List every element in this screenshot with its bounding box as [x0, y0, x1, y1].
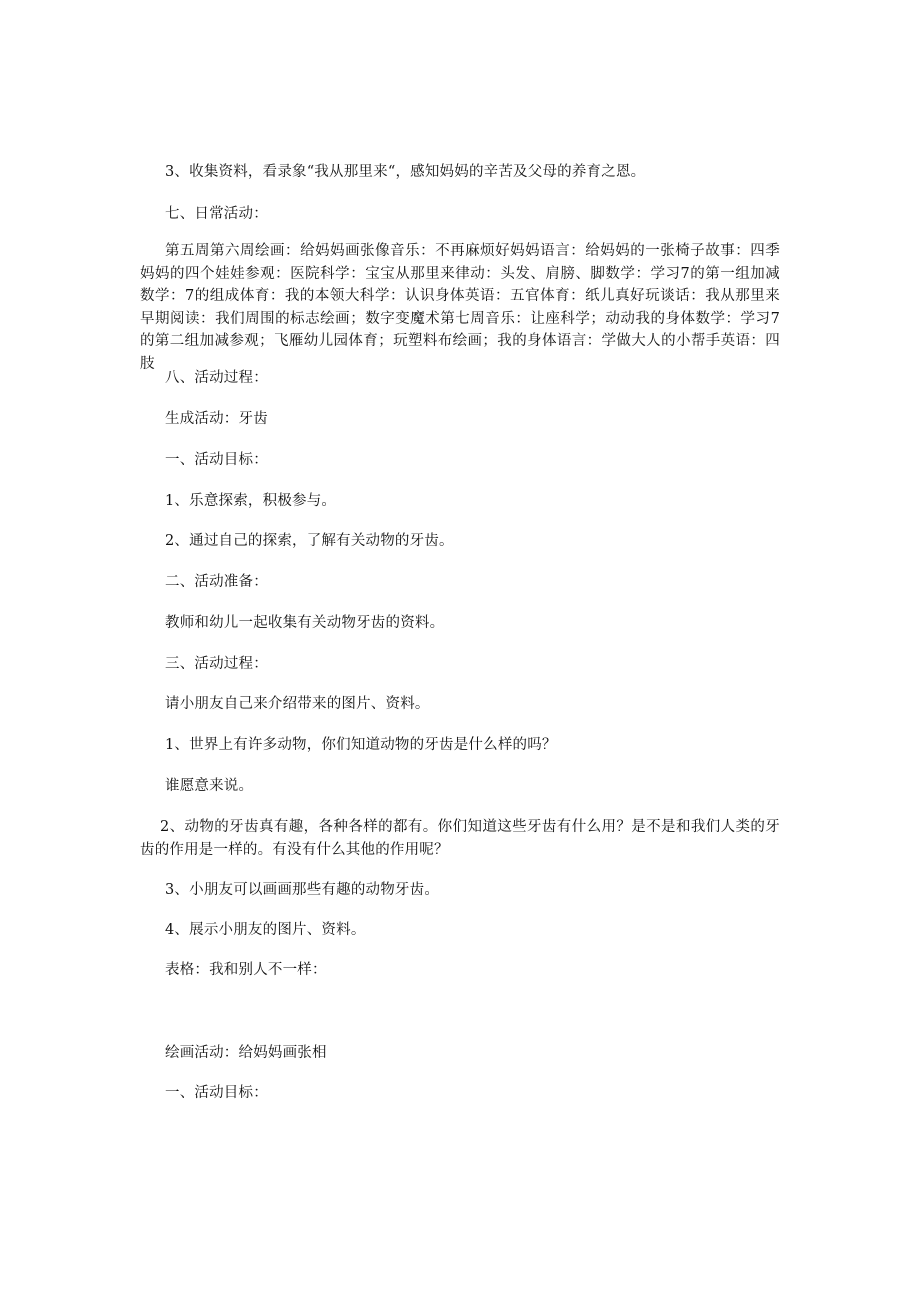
heading-activity-process: 八、活动过程：	[165, 370, 268, 386]
step-item-4: 4、展示小朋友的图片、资料。	[165, 922, 366, 938]
paragraph-collect-materials: 3、收集资料，看录象“我从那里来“，感知妈妈的辛苦及父母的养育之恩。	[165, 164, 646, 180]
preparation-text: 教师和幼儿一起收集有关动物牙齿的资料。	[165, 615, 445, 631]
heading-activity-goals-2: 一、活动目标：	[165, 1085, 268, 1101]
goal-item-2: 2、通过自己的探索，了解有关动物的牙齿。	[165, 533, 454, 549]
goal-item-1: 1、乐意探索，积极参与。	[165, 493, 337, 509]
step-intro-text: 请小朋友自己来介绍带来的图片、资料。	[165, 696, 430, 712]
step-item-1-followup: 谁愿意来说。	[165, 778, 254, 794]
step-item-1: 1、世界上有许多动物，你们知道动物的牙齿是什么样的吗？	[165, 737, 557, 753]
paragraph-weekly-schedule: 第五周第六周绘画：给妈妈画张像音乐：不再麻烦好妈妈语言：给妈妈的一张椅子故事：四季妈妈的四个娃娃参观：医院科学：宝宝从那里来律动：头发、肩膀、脚数学：学习7的第一组加减数学：7的组成体育：我的本领大科学：认识身体英语：五官体育：纸儿真好玩谈话：我从那里来早期阅读：我们周围的标志绘画；数字变魔术第七周音乐：让座科学；动动我的身体数学：学习7的第二组加减参观；飞雁幼儿园体育；玩塑料布绘画；我的身体语言：学做大人的小帮手英语：四肢	[140, 243, 780, 372]
heading-activity-goals: 一、活动目标：	[165, 452, 268, 468]
heading-generated-activity-teeth: 生成活动：牙齿	[165, 411, 268, 427]
heading-activity-steps: 三、活动过程：	[165, 656, 268, 672]
heading-drawing-activity: 绘画活动：给妈妈画张相	[165, 1045, 327, 1061]
step-item-2: 2、动物的牙齿真有趣，各种各样的都有。你们知道这些牙齿有什么用？是不是和我们人类的牙齿的作用是一样的。有没有什么其他的作用呢？	[140, 819, 780, 858]
heading-daily-activities: 七、日常活动：	[165, 206, 268, 222]
table-caption: 表格：我和别人不一样：	[165, 962, 327, 978]
heading-activity-preparation: 二、活动准备：	[165, 574, 268, 590]
step-item-3: 3、小朋友可以画画那些有趣的动物牙齿。	[165, 882, 440, 898]
